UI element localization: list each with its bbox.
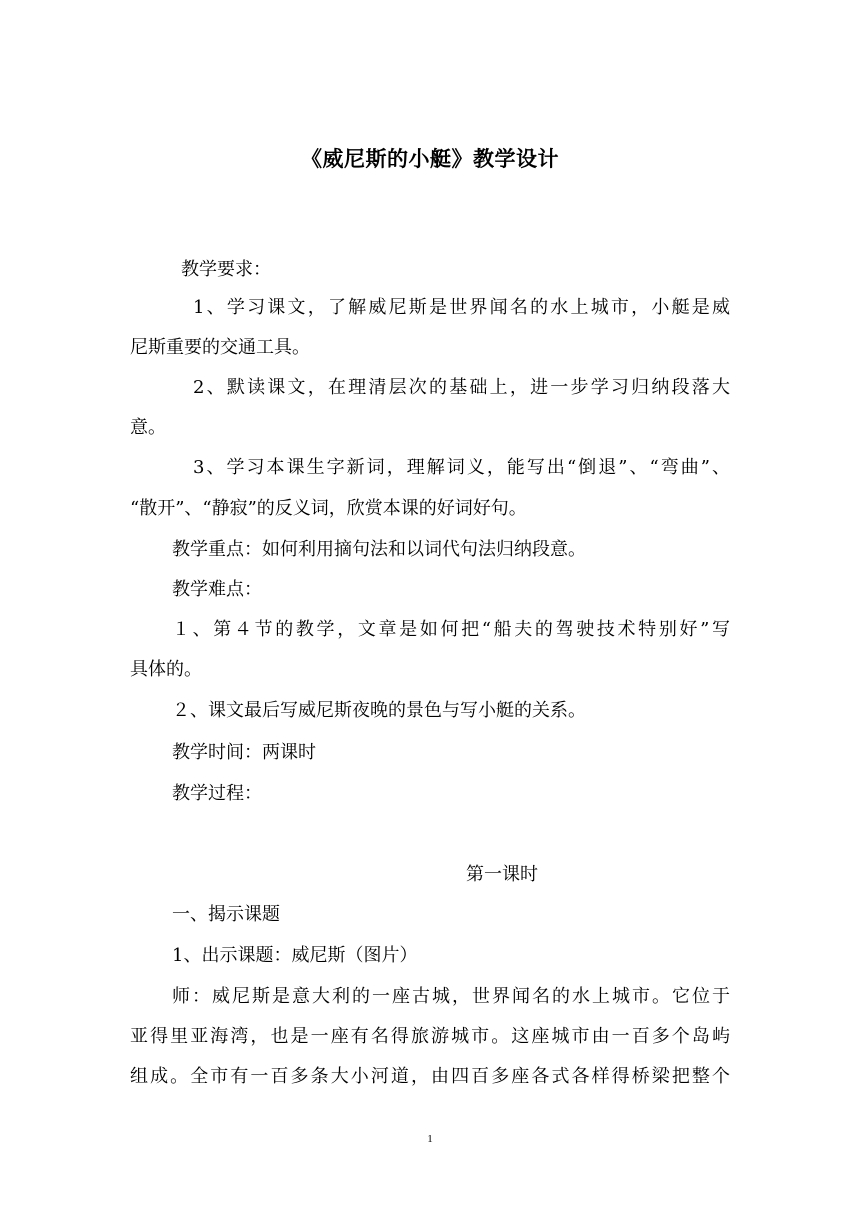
subheading-line: 一、揭示课题 [172, 904, 280, 925]
body-line: １、第４节的教学，文章是如何把“船夫的驾驶技术特别好”写 [172, 619, 730, 640]
body-line: 1、出示课题：威尼斯（图片） [172, 945, 418, 966]
body-line: 组成。全市有一百多条大小河道，由四百多座各式各样得桥梁把整个 [130, 1066, 730, 1087]
body-line: 尼斯重要的交通工具。 [130, 337, 310, 358]
body-line: 意。 [130, 417, 166, 438]
body-line: 1、学习课文，了解威尼斯是世界闻名的水上城市，小艇是威 [193, 297, 730, 318]
document-title: 《威尼斯的小艇》教学设计 [301, 146, 559, 171]
body-line: “散开”、“静寂”的反义词，欣赏本课的好词好句。 [130, 498, 527, 519]
body-line: 师：威尼斯是意大利的一座古城，世界闻名的水上城市。它位于 [172, 986, 730, 1007]
body-line: 亚得里亚海湾，也是一座有名得旅游城市。这座城市由一百多个岛屿 [130, 1026, 730, 1047]
body-line: ２、课文最后写威尼斯夜晚的景色与写小艇的关系。 [172, 700, 586, 721]
body-line: 2、默读课文，在理清层次的基础上，进一步学习归纳段落大 [193, 377, 730, 398]
body-line: 具体的。 [130, 659, 202, 680]
section-heading-requirements: 教学要求： [181, 259, 271, 280]
body-line: 3、学习本课生字新词，理解词义，能写出“倒退”、“弯曲”、 [193, 457, 730, 478]
page-number: 1 [427, 1133, 433, 1145]
lesson-heading: 第一课时 [466, 864, 538, 885]
section-heading-difficulties: 教学难点： [172, 579, 262, 600]
key-point-line: 教学重点：如何利用摘句法和以词代句法归纳段意。 [172, 539, 586, 560]
teaching-time-line: 教学时间：两课时 [172, 742, 316, 763]
section-heading-process: 教学过程： [172, 783, 262, 804]
